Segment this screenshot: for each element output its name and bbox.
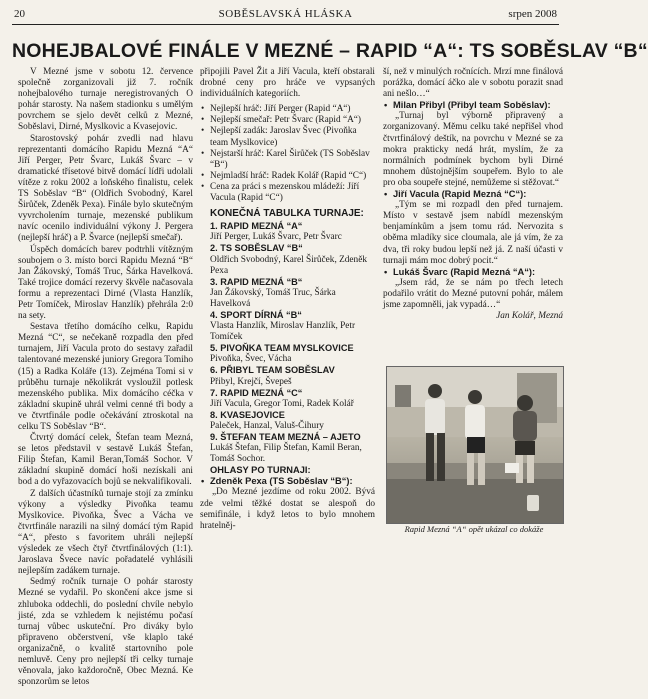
standings-row xyxy=(200,365,375,387)
reactions-title: OHLASY PO TURNAJI: xyxy=(210,465,311,476)
team-players: Pivoňka, Švec, Vácha xyxy=(210,354,292,365)
team-name: 9. ŠTEFAN TEAM MEZNÁ – AJETO xyxy=(210,432,361,442)
standings-row xyxy=(200,343,375,365)
reaction-author: • Lukáš Švarc (Rapid Mezná “A“): xyxy=(383,267,563,278)
team-players: Jiří Perger, Lukáš Švarc, Petr Švarc xyxy=(210,232,342,243)
reaction-text: „Jsem rád, že se nám po třech letech podařilo vrátit do Mezné putovní pohár, málem jsme zapomněli, jak vypadá…“ xyxy=(383,277,563,310)
standings-title: KONEČNÁ TABULKA TURNAJE: xyxy=(210,208,364,220)
list-item: • Cena za práci s mezenskou mládeží: Jiří Vacula (Rapid “C“) xyxy=(200,182,375,204)
standings-row xyxy=(200,310,375,343)
page-number: 20 xyxy=(14,8,25,20)
article-column-1 xyxy=(18,67,193,697)
paragraph: připojili Pavel Žit a Jiří Vacula, kteří obstarali drobné ceny pro hráče ve vypsaných individuálních kategoriích. xyxy=(200,67,375,100)
team-name: 6. PŘIBYL TEAM SOBĚSLAV xyxy=(210,365,335,376)
standings-row xyxy=(200,277,375,310)
newspaper-name: SOBĚSLAVSKÁ HLÁSKA xyxy=(218,8,353,20)
paragraph: Úspěch domácích barev podtrhli vítězným soubojem o 3. místo borci Rapidu Mezná “B“ Jan Žákovský, Tomáš Truc, Šárka Havelková. Také trojice domácí rezervy škvěle načasovala formu a reprezentaci Dirné (Vlasta Hanzlík, Petr Tomíček, Miroslav Hanzlík) přehrála 2:0 na sety. xyxy=(18,244,193,322)
reaction-author: • Jiří Vacula (Rapid Mezná “C“): xyxy=(383,189,563,200)
team-name: 4. SPORT DÍRNÁ “B“ xyxy=(210,309,302,320)
paragraph: Sedmý ročník turnaje O pohár starosty Mezné se vydařil. Po skončení akce jsme si zhluboka oddechli, do poslední chvíle nebylo jisté, zda se vzhledem k nejistému počasí turnaj vůbec uskuteční. Pro diváky bylo připraveno občerstvení, vše klaplo také organizačně, o kvalitě startovního pole nemluvě. Ceny pro nejlepší tři celky turnaje věnovala, jako každoročně, Obec Mezná. Ke sponzorům se letos xyxy=(18,577,193,688)
issue-date: srpen 2008 xyxy=(508,8,557,20)
team-players: Přibyl, Krejčí, Švepeš xyxy=(210,376,292,387)
team-name: 2. TS SOBĚSLAV “B“ xyxy=(210,243,303,254)
team-name: 3. RAPID MEZNÁ “B“ xyxy=(210,276,303,287)
photo-caption: Rapid Mezná “A“ opět ukázal co dokáže xyxy=(404,524,544,534)
list-item: • Nejstarší hráč: Karel Širůček (TS Soběslav “B“) xyxy=(200,149,375,171)
list-item: • Nejlepší zadák: Jaroslav Švec (Pivoňka team Myslkovice) xyxy=(200,126,375,148)
standings-row xyxy=(200,221,375,243)
reaction-author: • Zdeněk Pexa (TS Soběslav “B“): xyxy=(200,476,375,487)
list-item: • Nejlepší smečař: Petr Švarc (Rapid “A“) xyxy=(200,115,375,126)
standings-row xyxy=(200,432,375,465)
paragraph: Z dalších účastníků turnaje stojí za zmínku výkony a výsledky Pivoňka teamu Myslkovice. Pivoňka, Švec a Vácha ve čtvrtfinále narazili na silný domácí tým Rapid “A“, přesto s favoritem uhráli nejlepší výsledek ze všech čtyř čtvrtfinálových (1:1). Jaroslava Švece navíc pořadatelé vyhlásili nejlepším zadákem turnaje. xyxy=(18,488,193,577)
reactions-list xyxy=(383,189,563,200)
article-column-3 xyxy=(383,67,563,363)
list-item: • Nejlepší hráč: Jiří Perger (Rapid “A“) xyxy=(200,104,375,115)
list-item: • Nejmladší hráč: Radek Kolář (Rapid “C“) xyxy=(200,171,375,182)
team-players: Vlasta Hanzlík, Miroslav Hanzlík, Petr Tomíček xyxy=(210,321,356,343)
team-players: Paleček, Hanzal, Valuš-Čihury xyxy=(210,420,324,431)
reaction-text: „Turnaj byl výborně připravený a zorganizovaný. Měmu celku také nepřišel vhod čtvrtfinálový deštík, na povrchu v Mezné se za mokra prakticky nedá hrát, myslím, že za normálních podmínek bychom byli Dirné mnohem důstojnějším soupeřem. Bylo to ale pro oba soupeře stejné, nemůžeme si stěžovat.“ xyxy=(383,111,563,188)
paragraph: Starostovský pohár zvedli nad hlavu reprezentanti domácího Rapidu Mezná “A“ Jiří Perger, Petr Švarc, Lukáš Švarc – v dramatické třísetové bitvě domácí lídři udolali vítěze z roku 2002 a loňského finalistu, celek TS Soběslav “B“ (Oldřich Svobodný, Karel Širůček, Zdeněk Pexa). Finále bylo skutečným vyvrcholením turnaje, mezenské publikum navíc ocenilo individuální výkony J. Pergera (nejlepší hráč) a P. Švarce (nejlepší smečař). xyxy=(18,133,193,244)
page-header xyxy=(12,8,559,25)
team-name: 1. RAPID MEZNÁ “A“ xyxy=(210,221,303,232)
team-name: 7. RAPID MEZNÁ “C“ xyxy=(210,387,303,398)
article-headline: NOHEJBALOVÉ FINÁLE V MEZNÉ – RAPID “A“: TS SOBĚSLAV “B“ xyxy=(12,40,648,62)
reaction-text: „Tým se mi rozpadl den před turnajem. Místo v sestavě jsem nabídl mezenským benjamínkům a jsem tomu rád. Nervozita s oběma mladíky sice cloumala, ale já vím, že za dva, tři roky budou lepší než já. Z naší účasti v turnaji mám moc dobrý pocit.“ xyxy=(383,200,563,266)
team-players: Lukáš Štefan, Filip Štefan, Kamil Beran, Tomáš Sochor. xyxy=(210,443,362,465)
standings-row xyxy=(200,410,375,432)
team-photo-image xyxy=(387,367,563,523)
team-players: Jiří Vacula, Gregor Tomi, Radek Kolář xyxy=(210,398,354,409)
team-photo xyxy=(386,366,564,524)
paragraph: Čtvrtý domácí celek, Štefan team Mezná, se letos představil v sestavě Lukáš Štefan, Filip Štefan, Kamil Beran,Tomáš Sochor. V základní skupině domácí hoši nezískali ani bod a do vyřazovacích bojů se nekvalifikovali. xyxy=(18,433,193,488)
team-players: Oldřich Svobodný, Karel Širůček, Zdeněk Pexa xyxy=(210,254,367,276)
article-column-2 xyxy=(200,67,375,531)
reaction-author: • Milan Přibyl (Přibyl team Soběslav): xyxy=(383,100,563,111)
reactions-list xyxy=(383,267,563,278)
awards-list xyxy=(200,104,375,204)
reaction-text: „Do Mezné jezdíme od roku 2002. Bývá zde velmi těžké dostat se alespoň do semifinále, i když letos to bylo mnohem hratelněj- xyxy=(200,487,375,531)
reactions-list xyxy=(383,100,563,111)
team-name: 5. PIVOŇKA TEAM MYSLKOVICE xyxy=(210,343,354,354)
reactions-list xyxy=(200,476,375,487)
standings-row xyxy=(200,388,375,410)
standings-row xyxy=(200,243,375,276)
paragraph: Sestava třetího domácího celku, Rapidu Mezná “C“, se nečekaně rozpadla den před turnajem, Jiří Vacula proto do sestavy zařadil talentované mezenské juniory Gregora Tomiho (15) a Radka Koláře (13). Zejména Tomi si v průběhu turnaje několikrát vysloužil potlesk mezenského publika. Mix domácího céčka v základní skupině uhrál velmi cenné tři body a ve čtvrtfinále podle očekávání ztroskotal na celku TS Soběslav “B“. xyxy=(18,322,193,432)
reaction-text: ší, než v minulých ročnících. Mrzí mne finálová porážka, domácí áčko ale v sobotu porazit snad ani nešlo…“ xyxy=(383,67,563,100)
paragraph: V Mezné jsme v sobotu 12. července společně zorganizovali již 7. ročník nohejbalového turnaje neregistrovaných O pohár starosty. Na našem stadionku s umělým povrchem se sjelo devět celků z Mezné, Soběslavi, Dirné, Myslkovic a Kvasejovic. xyxy=(18,67,193,133)
team-name: 8. KVASEJOVICE xyxy=(210,409,285,420)
team-players: Jan Žákovský, Tomáš Truc, Šárka Havelková xyxy=(210,287,336,309)
author-signature: Jan Kolář, Mezná xyxy=(496,311,563,322)
